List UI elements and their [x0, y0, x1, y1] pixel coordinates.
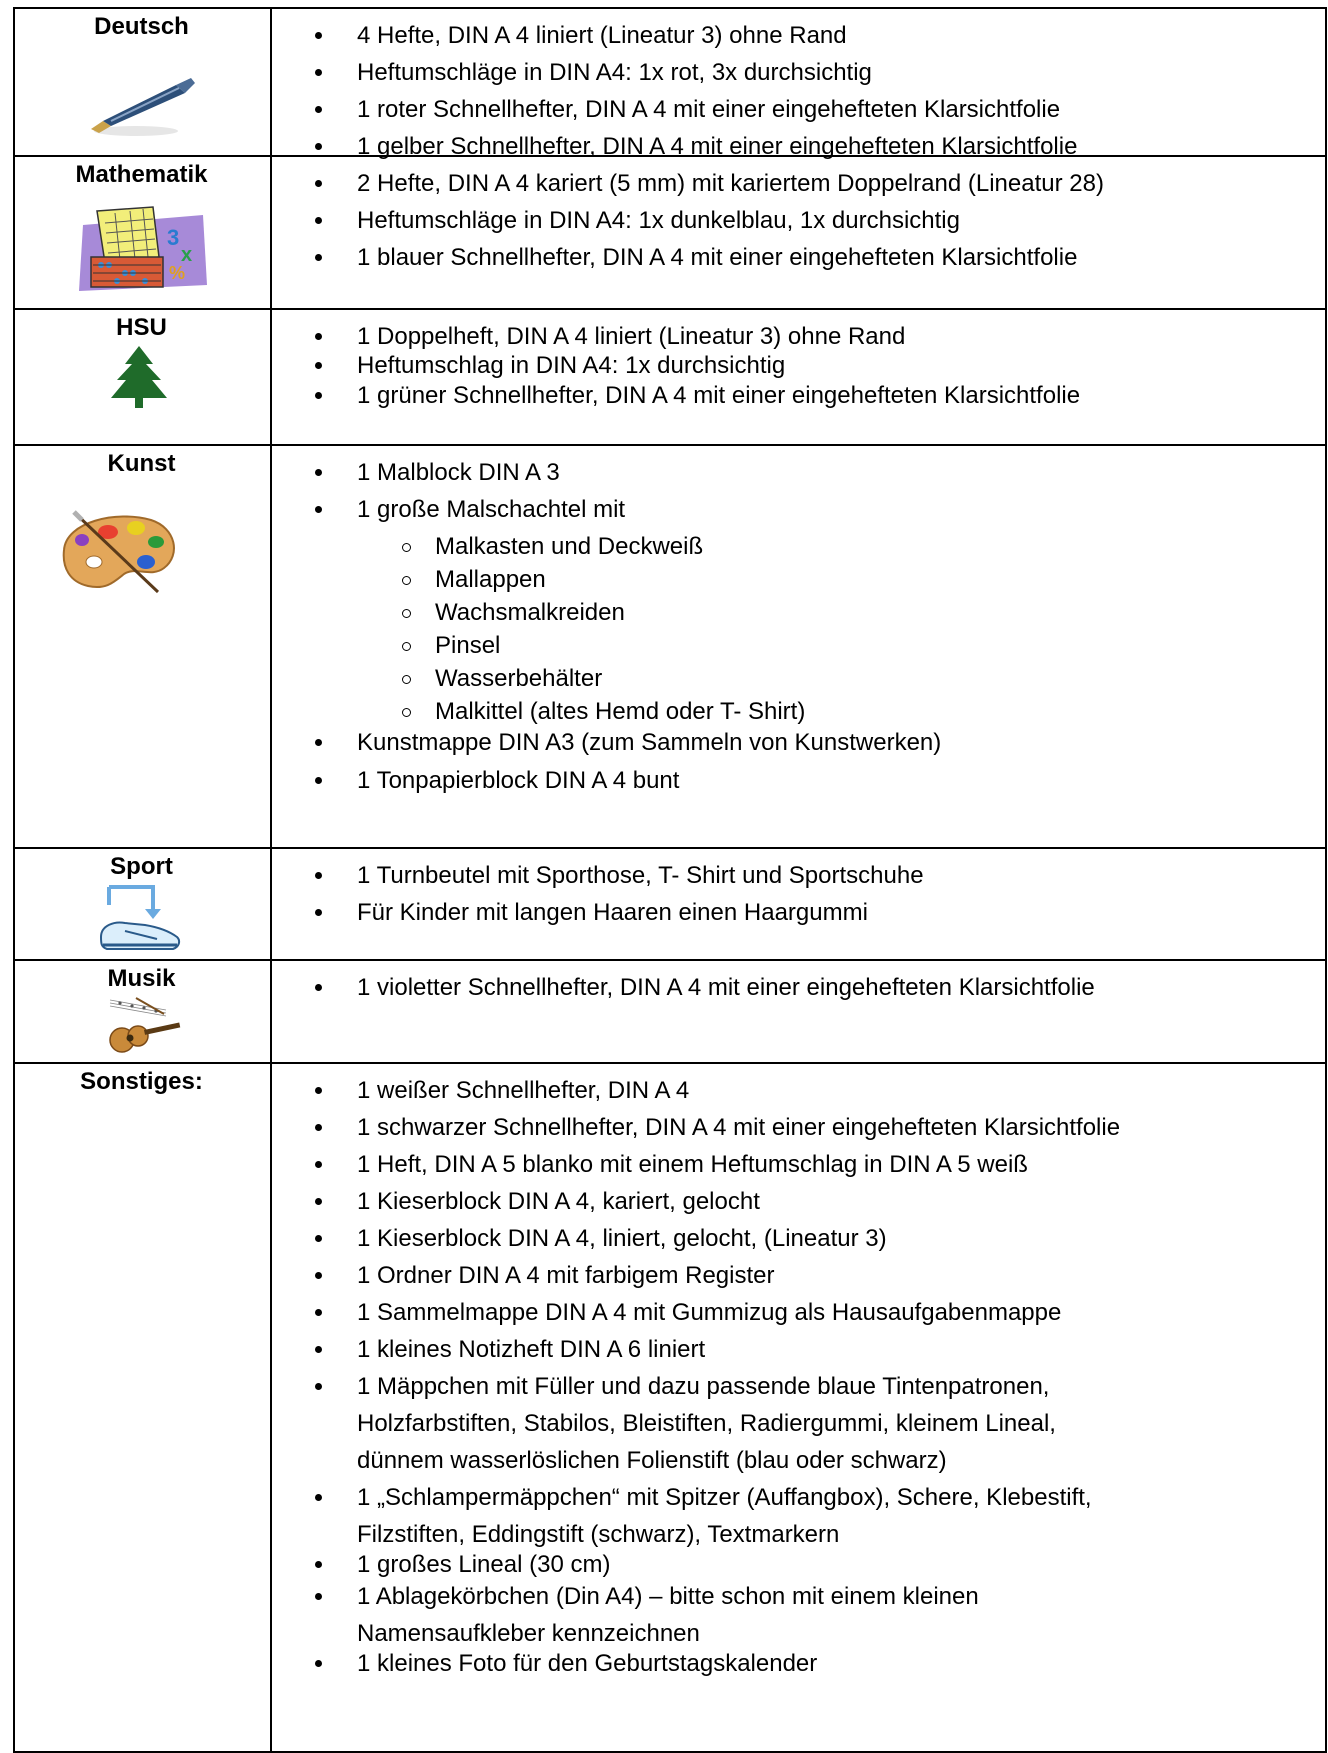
list-item: 1 roter Schnellhefter, DIN A 4 mit einer eingehefteten Klarsichtfolie [270, 95, 1320, 132]
list-item: 1 Doppelheft, DIN A 4 liniert (Lineatur 3) ohne Rand [270, 322, 1320, 351]
sub-list-item: Mallappen [270, 565, 1320, 598]
subject-mathematik: Mathematik [75, 161, 208, 188]
sub-list-item: Malkittel (altes Hemd oder T- Shirt) [270, 697, 1320, 728]
table-row-hsu [13, 308, 1327, 446]
list-item: Heftumschläge in DIN A4: 1x dunkelblau, 1x durchsichtig [270, 206, 1320, 243]
list-item: 1 Heft, DIN A 5 blanko mit einem Heftumschlag in DIN A 5 weiß [270, 1150, 1320, 1187]
list-item: 1 große Malschachtel mit [270, 495, 1320, 532]
tree-icon [109, 346, 169, 408]
list-item: 1 Kieserblock DIN A 4, kariert, gelocht [270, 1187, 1320, 1224]
list-item: 1 Sammelmappe DIN A 4 mit Gummizug als Hausaufgabenmappe [270, 1298, 1320, 1335]
list-item: 1 Ablagekörbchen (Din A4) – bitte schon mit einem kleinen [270, 1582, 1320, 1619]
list-item: 1 gelber Schnellhefter, DIN A 4 mit einer eingehefteten Klarsichtfolie [270, 132, 1320, 169]
fountain-pen-icon [81, 71, 201, 141]
list-kunst [270, 458, 1320, 803]
list-item: Heftumschlag in DIN A4: 1x durchsichtig [270, 351, 1320, 381]
list-item-continued: Holzfarbstiften, Stabilos, Bleistiften, Radiergummi, kleinem Lineal, [357, 1410, 1056, 1437]
list-item: 1 Turnbeutel mit Sporthose, T- Shirt und Sportschuhe [270, 861, 1320, 898]
list-sport [270, 861, 1320, 935]
sub-list-item: Malkasten und Deckweiß [270, 532, 1320, 565]
table-row-mathematik [13, 155, 1327, 310]
list-item: Kunstmappe DIN A3 (zum Sammeln von Kunstwerken) [270, 728, 1320, 766]
list-item: 1 Ordner DIN A 4 mit farbigem Register [270, 1261, 1320, 1298]
subject-musik: Musik [107, 965, 176, 992]
list-item: Heftumschläge in DIN A4: 1x rot, 3x durchsichtig [270, 58, 1320, 95]
subject-sport: Sport [110, 853, 173, 880]
table-row-sport [13, 847, 1327, 961]
list-item: 1 Mäppchen mit Füller und dazu passende blaue Tintenpatronen, [270, 1372, 1320, 1409]
list-item: 1 blauer Schnellhefter, DIN A 4 mit einer eingehefteten Klarsichtfolie [270, 243, 1320, 280]
list-item: 1 violetter Schnellhefter, DIN A 4 mit einer eingehefteten Klarsichtfolie [270, 973, 1320, 1010]
list-musik [270, 973, 1320, 1010]
list-item: 1 grüner Schnellhefter, DIN A 4 mit einer eingehefteten Klarsichtfolie [270, 381, 1320, 418]
paint-palette-icon [56, 510, 186, 595]
svg-text:3: 3 [167, 225, 180, 250]
sneaker-icon [95, 885, 185, 955]
svg-text:x: x [181, 244, 193, 266]
list-item: 2 Hefte, DIN A 4 kariert (5 mm) mit kariertem Doppelrand (Lineatur 28) [270, 169, 1320, 206]
list-item: 1 kleines Notizheft DIN A 6 liniert [270, 1335, 1320, 1372]
table-row-musik [13, 959, 1327, 1064]
list-item: 1 Kieserblock DIN A 4, liniert, gelocht, (Lineatur 3) [270, 1224, 1320, 1261]
subject-sonstiges: Sonstiges: [80, 1068, 203, 1095]
list-item: 1 schwarzer Schnellhefter, DIN A 4 mit einer eingehefteten Klarsichtfolie [270, 1113, 1320, 1150]
list-item-continued: Filzstiften, Eddingstift (schwarz), Textmarkern [357, 1521, 840, 1548]
subject-kunst: Kunst [107, 450, 176, 477]
svg-text:%: % [169, 263, 186, 283]
sub-list-item: Wachsmalkreiden [270, 598, 1320, 631]
list-sonstiges [270, 1076, 1320, 1682]
list-item: Für Kinder mit langen Haaren einen Haargummi [270, 898, 1320, 935]
list-item: 1 Tonpapierblock DIN A 4 bunt [270, 766, 1320, 803]
list-deutsch [270, 21, 1320, 169]
list-hsu [270, 322, 1320, 418]
list-item: 4 Hefte, DIN A 4 liniert (Lineatur 3) ohne Rand [270, 21, 1320, 58]
table-row-deutsch [13, 7, 1327, 160]
list-mathematik [270, 169, 1320, 280]
list-item-continued: dünnem wasserlöslichen Folienstift (blau oder schwarz) [357, 1447, 947, 1474]
subject-hsu: HSU [116, 314, 167, 341]
math-clipart-icon [75, 205, 210, 295]
guitar-notes-icon [106, 994, 186, 1058]
list-item: 1 weißer Schnellhefter, DIN A 4 [270, 1076, 1320, 1113]
list-item: 1 Malblock DIN A 3 [270, 458, 1320, 495]
list-item: 1 kleines Foto für den Geburtstagskalender [270, 1649, 1320, 1682]
subject-deutsch: Deutsch [94, 13, 189, 40]
list-item: 1 großes Lineal (30 cm) [270, 1550, 1320, 1582]
table-row-sonstiges [13, 1062, 1327, 1753]
sub-list-item: Pinsel [270, 631, 1320, 664]
list-item: 1 „Schlampermäppchen“ mit Spitzer (Auffangbox), Schere, Klebestift, [270, 1483, 1320, 1520]
list-item-continued: Namensaufkleber kennzeichnen [357, 1620, 700, 1647]
sub-list-item: Wasserbehälter [270, 664, 1320, 697]
table-row-kunst [13, 444, 1327, 849]
